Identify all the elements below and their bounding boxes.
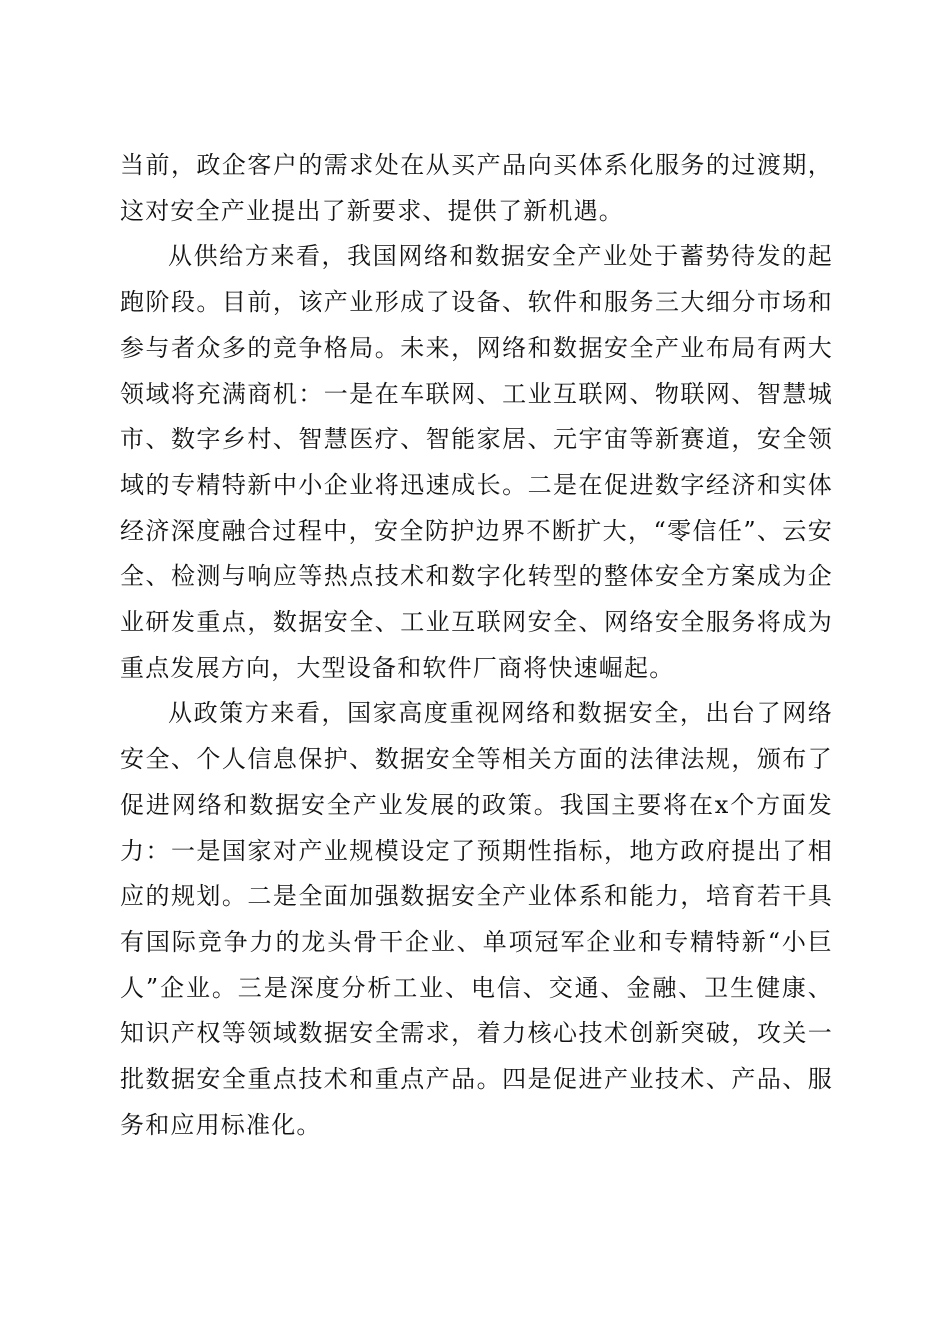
paragraph-policy-side: 从政策方来看，国家高度重视网络和数据安全，出台了网络安全、个人信息保护、数据安全等相关方面的法律法规，颁布了促进网络和数据安全产业发展的政策。我国主要将在x个方面发力：一是国家对产业规模设定了预期性指标，地方政府提出了相应的规划。二是全面加强数据安全产业体系和能力，培育若干具有国际竞争力的龙头骨干企业、单项冠军企业和专精特新“小巨人”企业。三是深度分析工业、电信、交通、金融、卫生健康、知识产权等领域数据安全需求，着力核心技术创新突破，攻关一批数据安全重点技术和重点产品。四是促进产业技术、产品、服务和应用标准化。 — [120, 699, 833, 1139]
document-body — [120, 143, 833, 1148]
paragraph-supply-side: 从供给方来看，我国网络和数据安全产业处于蓄势待发的起跑阶段。目前，该产业形成了设备、软件和服务三大细分市场和参与者众多的竞争格局。未来，网络和数据安全产业布局有两大领域将充满商机：一是在车联网、工业互联网、物联网、智慧城市、数字乡村、智慧医疗、智能家居、元宇宙等新赛道，安全领域的专精特新中小企业将迅速成长。二是在促进数字经济和实体经济深度融合过程中，安全防护边界不断扩大，“零信任”、云安全、检测与响应等热点技术和数字化转型的整体安全方案成为企业研发重点，数据安全、工业互联网安全、网络安全服务将成为重点发展方向，大型设备和软件厂商将快速崛起。 — [120, 242, 833, 682]
paragraph-transition-period: 当前，政企客户的需求处在从买产品向买体系化服务的过渡期，这对安全产业提出了新要求、提供了新机遇。 — [120, 151, 833, 225]
